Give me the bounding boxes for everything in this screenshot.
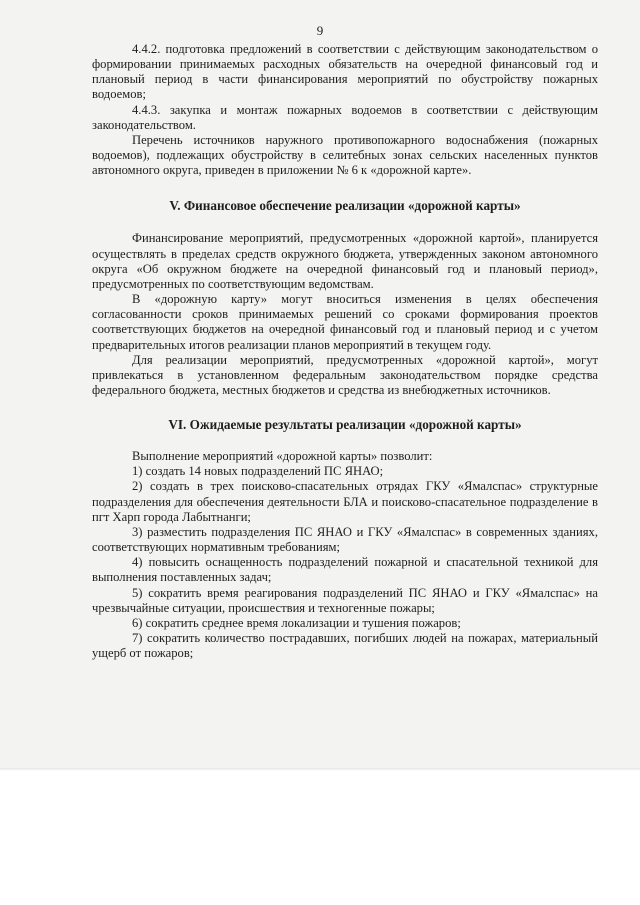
scan-edge (0, 768, 640, 771)
paragraph-4-4-2: 4.4.2. подготовка предложений в соответствии с действующим законодательством о формировании принимаемых расходных обязательств на очередной финансовый год и плановый период в части финансирования мероприятий по обустройству пожарных водоемов; (92, 42, 598, 102)
result-item-4: 4) повысить оснащенность подразделений пожарной и спасательной техникой для выполнения поставленных задач; (92, 555, 598, 585)
result-item-2: 2) создать в трех поисково-спасательных отрядах ГКУ «Ямалспас» структурные подразделения для обеспечения деятельности БЛА и поисково-спасательное подразделение в пгт Харп города Лабытнанги; (92, 479, 598, 524)
paragraph-4-4-3: 4.4.3. закупка и монтаж пожарных водоемов в соответствии с действующим законодательством. (92, 102, 598, 132)
section-5-heading: V. Финансовое обеспечение реализации «дорожной карты» (169, 198, 521, 214)
result-item-1: 1) создать 14 новых подразделений ПС ЯНАО; (132, 464, 384, 479)
result-item-6: 6) сократить среднее время локализации и тушения пожаров; (132, 615, 461, 630)
section-5-paragraph-2: В «дорожную карту» могут вноситься изменения в целях обеспечения согласованности сроков принимаемых решений со сроками формирования проектов соответствующих бюджетов на очередной финансовый год и плановый период и с учетом предварительных итогов реализации планов мероприятий в текущем году. (92, 292, 598, 352)
section-6-intro: Выполнение мероприятий «дорожной карты» позволит: (132, 449, 433, 464)
result-item-7: 7) сократить количество пострадавших, погибших людей на пожарах, материальный ущерб от пожаров; (92, 631, 598, 661)
paragraph-water-sources: Перечень источников наружного противопожарного водоснабжения (пожарных водоемов), подлежащих обустройству в селитебных зонах сельских населенных пунктов автономного округа, приведен в приложении № 6 к «дорожной карте». (92, 132, 598, 178)
section-6-heading: VI. Ожидаемые результаты реализации «дорожной карты» (168, 417, 522, 433)
page-number: 9 (316, 23, 324, 38)
result-item-3: 3) разместить подразделения ПС ЯНАО и ГКУ «Ямалспас» в современных зданиях, соответствующих нормативным требованиям; (92, 524, 598, 555)
result-item-5: 5) сократить время реагирования подразделений ПС ЯНАО и ГКУ «Ямалспас» на чрезвычайные ситуации, происшествия и техногенные пожары; (92, 585, 598, 615)
section-5-paragraph-1: Финансирование мероприятий, предусмотренных «дорожной картой», планируется осуществлять в пределах средств окружного бюджета, утвержденных законом автономного округа «Об окружном бюджете на очередной финансовый год и плановый период», предусмотренных по соответствующим ведомствам. (92, 231, 598, 291)
section-5-paragraph-3: Для реализации мероприятий, предусмотренных «дорожной картой», могут привлекаться в установленном федеральным законодательством порядке средства федерального бюджета, местных бюджетов и средства из внебюджетных источников. (92, 352, 598, 397)
document-body (92, 42, 598, 661)
